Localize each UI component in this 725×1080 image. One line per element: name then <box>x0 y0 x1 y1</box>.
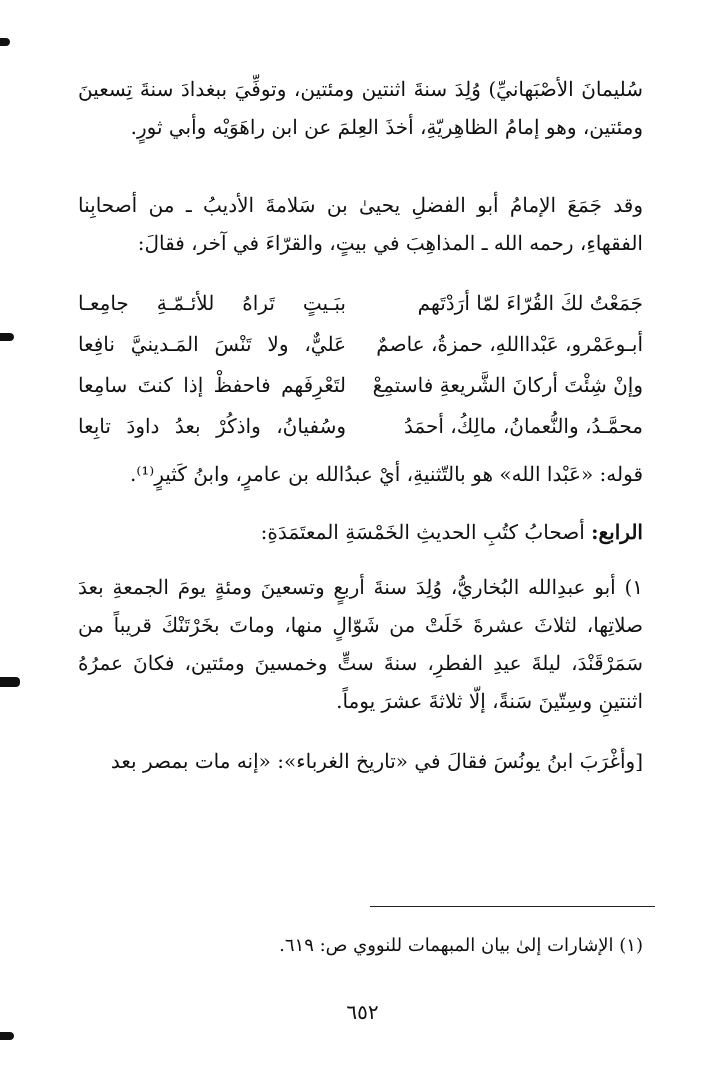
poem-block <box>78 283 643 447</box>
scan-edge-mark <box>0 38 10 46</box>
poem-second-hemistich: عَليٌّ، ولا تَنْسَ المَـدينيَّ نافِعا <box>78 332 346 356</box>
section-heading-lead: الرابع: <box>591 520 643 544</box>
poem-second-hemistich: لتَعْرِفَهم فاحفظْ إذا كنتَ سامِعا <box>78 373 346 397</box>
poem-second-hemistich: ببَـيتٍ تَراهُ للأئـمّـةِ جامِعـا <box>78 291 346 315</box>
section-heading <box>78 513 643 551</box>
scan-edge-mark <box>0 333 14 341</box>
poem-line <box>78 283 643 324</box>
section-heading-text: أصحابُ كتُبِ الحديثِ الخَمْسَةِ المعتَمَدَةِ: <box>260 520 592 544</box>
paragraph-commentary: قوله: «عَبْدا الله» هو بالتّثنيةِ، أيْ عبدُالله بن عامرٍ، وابنُ كَثيرٍ⁽¹⁾. <box>129 462 643 486</box>
paragraph-ibn-yunus: [وأغْرَبَ ابنُ يونُسَ فقالَ في «تاريخ الغرباء»: «إنه مات بمصر بعد <box>110 749 643 773</box>
footnote: (١) الإشارات إلىٰ بيان المبهمات للنووي ص: ٦١٩. <box>279 935 643 956</box>
poem-first-hemistich: وإنْ شِئْتَ أركانَ الشَّريعةِ فاستمِعْ <box>372 373 643 397</box>
poem-line <box>78 406 643 447</box>
poem-line <box>78 365 643 406</box>
paragraph-bukhari: ١) أبو عبدِالله البُخاريُّ، وُلِدَ سنةَ أربعٍ وتسعينَ ومئةٍ يومَ الجمعةِ بعدَ صلاتِها، لثلاثَ عشرةَ خَلَتْ من شَوّالٍ منها، وماتَ بخَرْتَنْكَ قريباً من سَمَرْقَنْدَ، ليلةَ عيدِ الفطرِ، سنةَ ستٍّ وخمسينَ ومئتين، فكانَ عمرُهُ اثنتينِ وسِتّينَ سَنةً، إلّا ثلاثةَ عشرَ يوماً. <box>78 575 643 713</box>
poem-first-hemistich: جَمَعْتُ لكَ القُرّاءَ لمّا أرَدْتَهم <box>417 291 643 315</box>
paragraph-abu-alfadl: وقد جَمَعَ الإمامُ أبو الفضلِ يحيىٰ بن سَلامةَ الأديبُ ـ من أصحابِنا الفقهاءِ، رحمه الله ـ المذاهِبَ في بيتٍ، والقرّاءَ في آخر، فقالَ: <box>78 193 643 255</box>
scan-edge-mark <box>0 1032 14 1040</box>
poem-first-hemistich: محمَّـدُ، والنُّعمانُ، مالِكُ، أحمَدُ <box>403 414 643 438</box>
footnote-divider <box>370 906 655 907</box>
poem-second-hemistich: وسُفيانُ، واذكُرْ بعدُ داودَ تابِعا <box>78 414 346 438</box>
poem-line <box>78 324 643 365</box>
paragraph-sulayman: سُليمانَ الأصْبَهانيِّ) وُلِدَ سنةَ اثنتين ومئتين، وتوفِّيَ ببغدادَ سنةَ تِسعينَ ومئتين، وهو إمامُ الظاهِريّةِ، أخذَ العِلمَ عن ابن راهَوَيْه وأبي ثورٍ. <box>78 77 643 139</box>
scan-edge-mark <box>0 677 20 687</box>
page-number: ٦٥٢ <box>346 1000 379 1024</box>
poem-first-hemistich: أبـوعَمْرو، عَبْدااللهِ، حمزةُ، عاصمٌ <box>376 332 643 356</box>
